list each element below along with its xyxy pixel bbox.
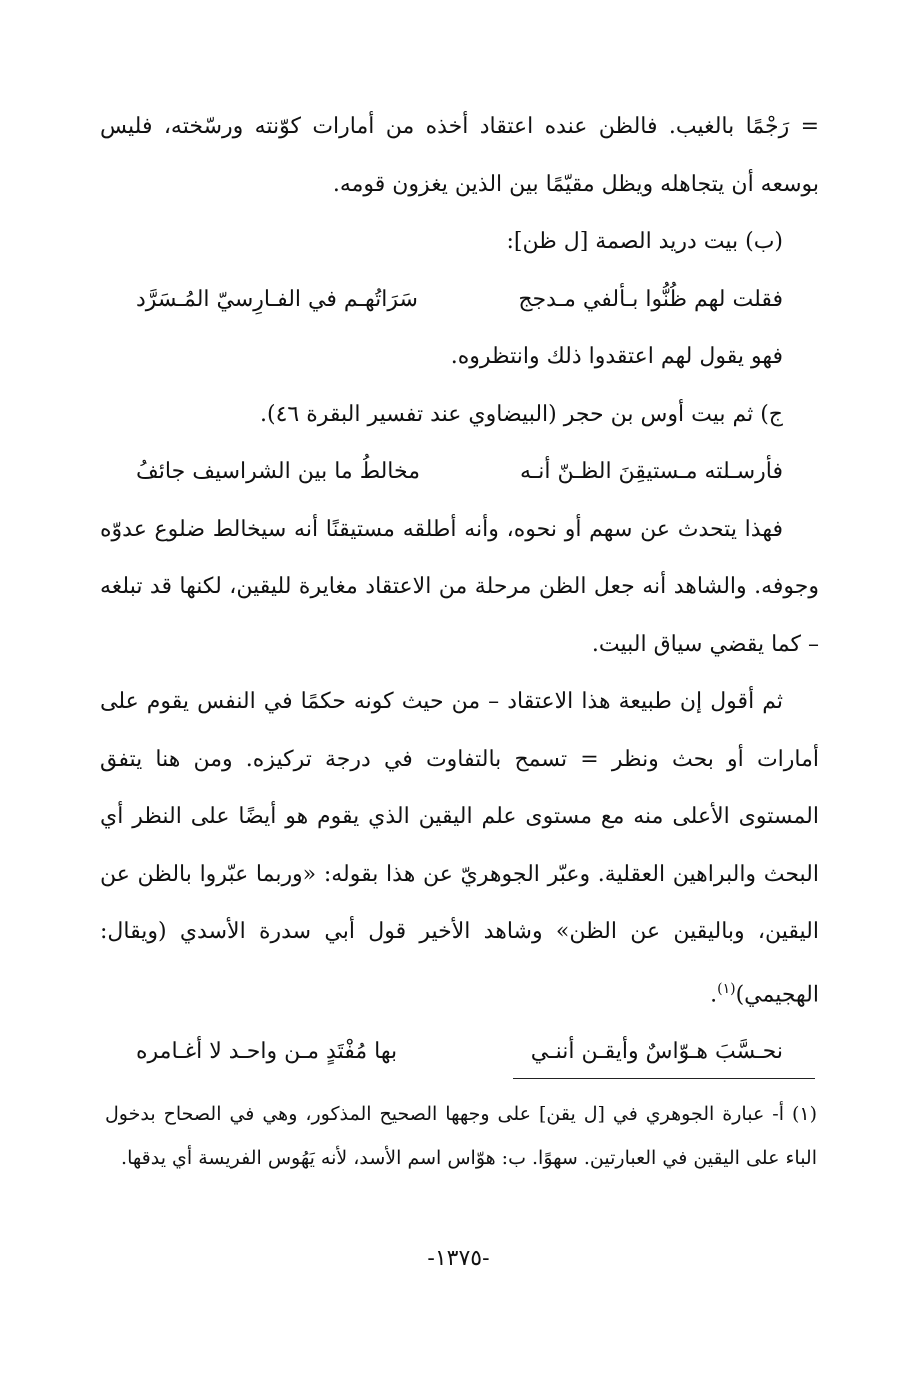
verse-second-hemistich: مخالطُ ما بين الشراسيف جائفُ (136, 459, 420, 484)
verse-line (100, 1023, 819, 1081)
footnote-divider (513, 1078, 815, 1079)
paragraph (100, 673, 819, 1023)
paragraph-section-b: (ب) بيت دريد الصمة [ل ظن]: (506, 229, 783, 254)
paragraph: فهو يقول لهم اعتقدوا ذلك وانتظروه. (450, 344, 783, 369)
footnote-reference[interactable]: (١) (717, 980, 736, 997)
paragraph: فهذا يتحدث عن سهم أو نحوه، وأنه أطلقه مستيقنًا أنه سيخالط ضلوع عدوّه وجوفه. والشاهد أنه جعل الظن مرحلة من الاعتقاد مغايرة لليقين، لكنها قد تبلغه – كما يقضي سياق البيت. (100, 516, 819, 657)
paragraph-continuation: = رَجْمًا بالغيب. فالظن عنده اعتقاد أخذه من أمارات كوّنته ورسّخته، فليس بوسعه أن يتجاهله ويظل مقيّمًا بين الذين يغزون قومه. (100, 114, 819, 197)
verse-line (100, 271, 819, 329)
verse-second-hemistich: سَرَاتُهـم في الفـارِسيّ المُـسَرَّد (136, 286, 418, 312)
footnotes (105, 1092, 817, 1180)
paragraph-text: ثم أقول إن طبيعة هذا الاعتقاد – من حيث كونه حكمًا في النفس يقوم على أمارات أو بحث ونظر = تسمح بالتفاوت في درجة تركيزه. ومن هنا يتفق المستوى الأعلى منه مع مستوى علم اليقين الذي يقوم هو أيضًا على النظر أي البحث والبراهين العقلية. وعبّر الجوهريّ عن هذا بقوله: «وربما عبّروا بالظن عن اليقين، وباليقين عن الظن» وشاهد الأخير قول أبي سدرة الأسدي (ويقال: الهجيمي) (100, 689, 820, 1007)
verse-line (100, 443, 819, 501)
main-text (100, 98, 819, 1081)
verse-first-hemistich: نحـسَّبَ هـوّاسٌ وأيقـن أننـي (530, 1039, 783, 1065)
paragraph-section-c: ج) ثم بيت أوس بن حجر (البيضاوي عند تفسير البقرة ٤٦). (260, 401, 783, 427)
footnote-item: (١) أ- عبارة الجوهري في [ل يقن] على وجهها الصحيح المذكور، وهي في الصحاح بدخول الباء على اليقين في العبارتين. سهوًا. ب: هوّاس اسم الأسد، لأنه يَهُوس الفريسة أي يدقها. (105, 1103, 817, 1169)
verse-first-hemistich: فأرسـلته مـستيقِنَ الظـنّ أنـه (520, 459, 783, 484)
verse-first-hemistich: فقلت لهم ظُنُّوا بـألفي مـدجج (518, 286, 783, 312)
page-number: -١٣٧٥- (427, 1246, 490, 1271)
verse-second-hemistich: بها مُفْتَدٍ مـن واحـد لا أغـامره (136, 1039, 398, 1065)
paragraph-end: . (710, 981, 718, 1007)
